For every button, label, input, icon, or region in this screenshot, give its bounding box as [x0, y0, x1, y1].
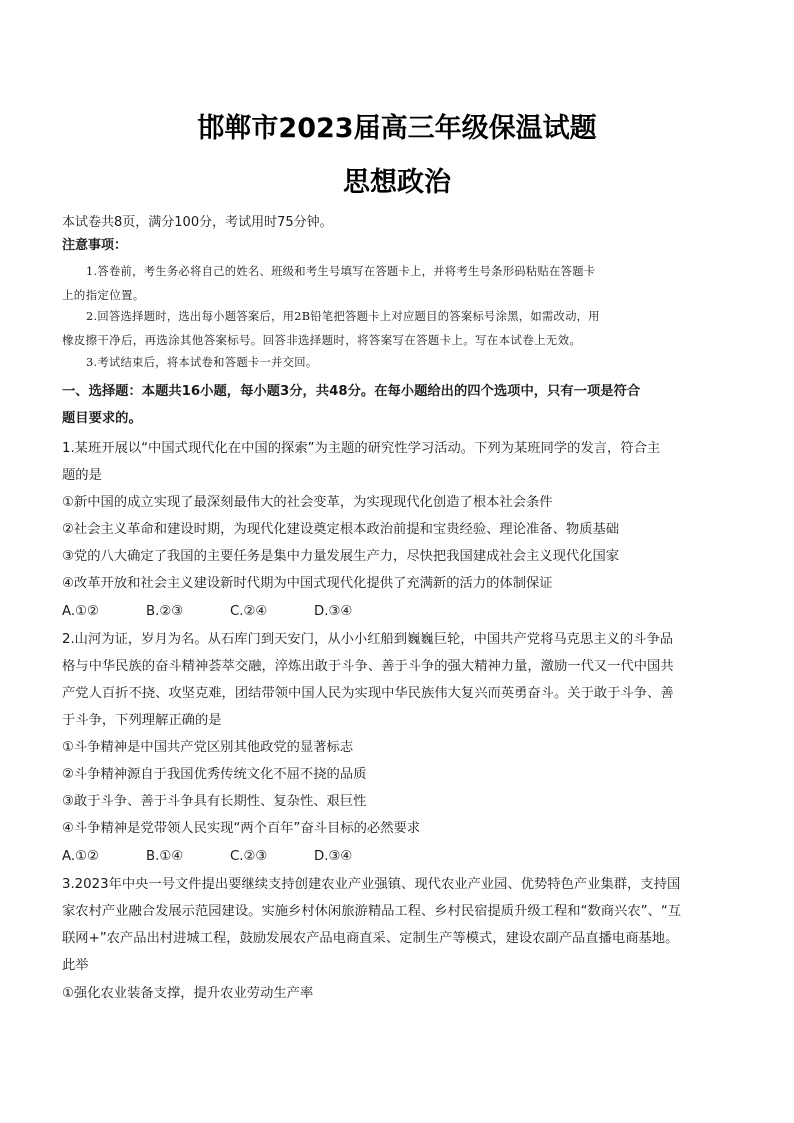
section-heading-cont: 题目要求的。: [62, 411, 142, 426]
question-2-statement-3: ③敢于斗争、善于斗争具有长期性、复杂性、艰巨性: [62, 794, 367, 809]
question-2-statement-1: ①斗争精神是中国共产党区别其他政党的显著标志: [62, 740, 354, 755]
question-1-stem-cont: 题的是: [62, 468, 102, 483]
subject-title: 思想政治: [343, 167, 451, 198]
question-2-stem-cont-1: 格与中华民族的奋斗精神荟萃交融，淬炼出敢于斗争、善于斗争的强大精神力量，激励一代又一代中国共: [62, 659, 674, 674]
question-2-option-c: C.②③: [230, 849, 268, 864]
question-3-stem-cont-2: 联网+”农产品出村进城工程，鼓励发展农产品电商直采、定制生产等模式，建设农副产品直播电商基地。: [62, 931, 679, 946]
question-3-statement-1: ①强化农业装备支撑，提升农业劳动生产率: [62, 986, 314, 1001]
notice-item-1-cont: 上的指定位置。: [62, 288, 145, 302]
question-3-stem-cont-3: 此举: [62, 958, 89, 973]
question-2-stem-cont-3: 于斗争，下列理解正确的是: [62, 713, 222, 728]
question-3-stem-cont-1: 家农村产业融合发展示范园建设。实施乡村休闲旅游精品工程、乡村民宿提质升级工程和“数商兴农”、“互: [62, 904, 682, 919]
notice-item-2-cont: 橡皮擦干净后，再选涂其他答案标号。回答非选择题时，将答案写在答题卡上。写在本试卷上无效。: [62, 333, 582, 347]
exam-intro: 本试卷共8页，满分100分，考试用时75分钟。: [62, 215, 333, 230]
question-2-option-d: D.③④: [314, 849, 353, 864]
question-2-options: [62, 848, 742, 866]
question-1-statement-2: ②社会主义革命和建设时期，为现代化建设奠定根本政治前提和宝贵经验、理论准备、物质基础: [62, 522, 620, 537]
question-2-option-b: B.①④: [146, 849, 184, 864]
notice-heading: 注意事项：: [62, 238, 128, 253]
question-1-statement-4: ④改革开放和社会主义建设新时代期为中国式现代化提供了充满新的活力的体制保证: [62, 576, 553, 591]
question-1-statement-1: ①新中国的成立实现了最深刻最伟大的社会变革，为实现现代化创造了根本社会条件: [62, 495, 553, 510]
question-2-statement-2: ②斗争精神源自于我国优秀传统文化不屈不挠的品质: [62, 767, 367, 782]
question-2-stem-cont-2: 产党人百折不挠、攻坚克难，团结带领中国人民为实现中华民族伟大复兴而英勇奋斗。关于敢于斗争、善: [62, 686, 674, 701]
question-2-statement-4: ④斗争精神是党带领人民实现“两个百年”奋斗目标的必然要求: [62, 821, 421, 836]
question-1-option-a: A.①②: [62, 604, 99, 619]
question-2-option-a: A.①②: [62, 849, 99, 864]
question-3-stem: 3.2023年中央一号文件提出要继续支持创建农业产业强镇、现代农业产业园、优势特色产业集群，支持国: [62, 877, 681, 892]
question-1-statement-3: ③党的八大确定了我国的主要任务是集中力量发展生产力，尽快把我国建成社会主义现代化国家: [62, 549, 620, 564]
question-1-option-b: B.②③: [146, 604, 184, 619]
notice-item-1: 1.答卷前，考生务必将自己的姓名、班级和考生号填写在答题卡上，并将考生号条形码粘贴在答题卡: [86, 265, 596, 278]
exam-title: 邯郸市2023届高三年级保温试题: [197, 113, 597, 144]
notice-item-3: 3.考试结束后，将本试卷和答题卡一并交回。: [86, 356, 318, 369]
question-1-option-d: D.③④: [314, 604, 353, 619]
section-heading: 一、选择题：本题共16小题，每小题3分，共48分。在每小题给出的四个选项中，只有一项是符合: [62, 384, 641, 399]
notice-item-2: 2.回答选择题时，选出每小题答案后，用2B铅笔把答题卡上对应题目的答案标号涂黑，如需改动，用: [86, 310, 600, 323]
question-1-option-c: C.②④: [230, 604, 268, 619]
question-1-stem: 1.某班开展以“中国式现代化在中国的探索”为主题的研究性学习活动。下列为某班同学的发言，符合主: [62, 441, 661, 456]
question-1-options: [62, 603, 742, 621]
question-2-stem: 2.山河为证，岁月为名。从石库门到天安门，从小小红船到巍巍巨轮，中国共产党将马克思主义的斗争品: [62, 632, 674, 647]
